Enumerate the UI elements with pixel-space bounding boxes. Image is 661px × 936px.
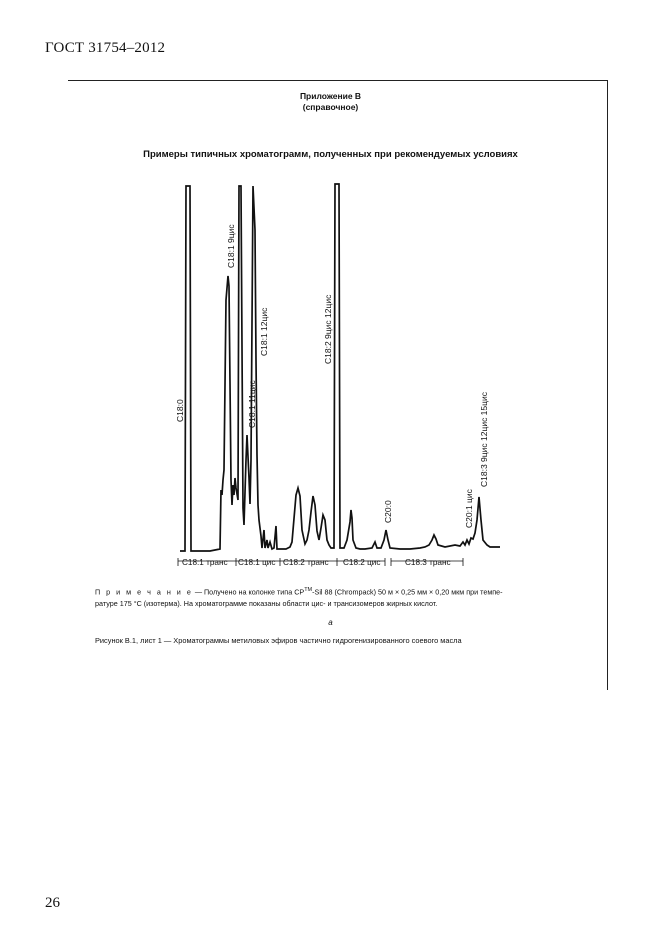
note-prefix: П р и м е ч а н и е — [95, 587, 193, 597]
note-trademark: TM — [304, 587, 313, 593]
region-c18-1-trans — [178, 558, 236, 567]
page-number: 26 — [45, 895, 60, 911]
note-text-line2: ратуре 175 °С (изотерма). На хроматограмме показаны области цис- и трансизомеров жирных кислот. — [95, 599, 438, 609]
region-c18-3-trans — [391, 558, 463, 567]
figure-note — [95, 584, 605, 610]
peak-label-c20-0: C20:0 — [383, 500, 393, 523]
peak-label-c18-3-9cis-12cis-15cis: C18:3 9цис 12цис 15цис — [479, 391, 489, 487]
region-label-c18-3-trans: C18:3 транс — [405, 558, 451, 567]
section-heading: Примеры типичных хроматограмм, полученных при рекомендуемых условиях — [143, 149, 518, 160]
region-label-c18-2-trans: C18:2 транс — [283, 558, 329, 567]
region-c18-2-trans — [280, 558, 337, 567]
note-text-a: — Получено на колонке типа CP — [192, 587, 305, 597]
region-c18-1-cis — [236, 558, 280, 567]
region-c18-2-cis — [337, 558, 385, 567]
note-text-b: -Sil 88 (Chrompack) 50 м × 0,25 мм × 0,20 мкм при темпе- — [312, 587, 503, 597]
standard-code: ГОСТ 31754–2012 — [45, 40, 166, 56]
peak-label-c18-2-9cis-12cis: C18:2 9цис 12цис — [323, 294, 333, 364]
figure-caption: Рисунок В.1, лист 1 — Хроматограммы метиловых эфиров частично гидрогенизированного соевого масла — [95, 636, 462, 645]
appendix-title: Приложение В — [299, 91, 362, 101]
region-label-c18-1-cis: C18:1 цис — [238, 558, 276, 567]
peak-label-c18-0: C18:0 — [175, 399, 185, 422]
peak-label-c18-1-9cis: C18:1 9цис — [226, 224, 236, 268]
region-label-c18-1-trans: C18:1 транс — [182, 558, 228, 567]
subfigure-label: а — [328, 618, 333, 627]
appendix-subtitle: (справочное) — [302, 102, 359, 112]
region-label-c18-2-cis: C18:2 цис — [343, 558, 381, 567]
peak-label-c20-1-cis: C20:1 цис — [464, 489, 474, 528]
peak-label-c18-1-11cis: C18:1 11цис — [247, 380, 257, 428]
peak-label-c18-1-12cis: C18:1 12цис — [259, 307, 269, 356]
